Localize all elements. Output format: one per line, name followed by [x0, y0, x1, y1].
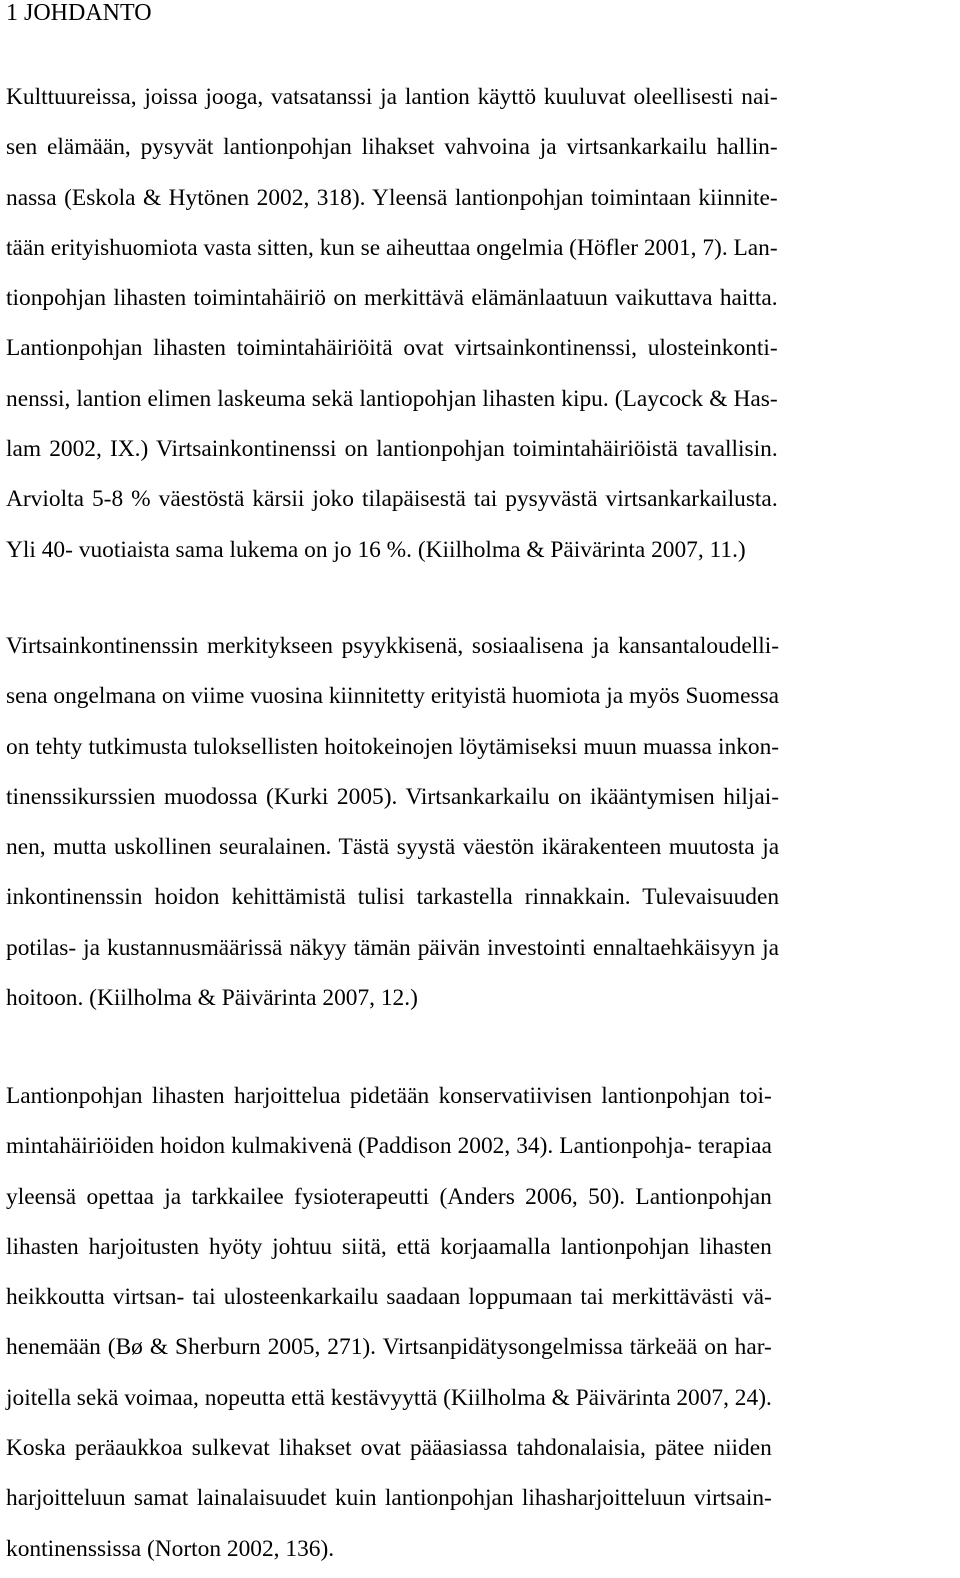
paragraph-line: tionpohjan lihasten toimintahäiriö on merkittävä elämänlaatuun vaikuttava haitta.	[6, 285, 778, 312]
paragraph-line: Lantionpohjan lihasten harjoittelua pidetään konservatiivisen lantionpohjan toi-	[6, 1083, 772, 1109]
paragraph-line: Lantionpohjan lihasten toimintahäiriöitä ovat virtsainkontinenssi, ulosteinkonti-	[6, 335, 778, 362]
paragraph-line: sena ongelmana on viime vuosina kiinnitetty erityistä huomiota ja myös Suomessa	[6, 683, 780, 710]
section-heading: 1 JOHDANTO	[6, 0, 152, 26]
paragraph-line: heikkoutta virtsan- tai ulosteenkarkailu saadaan loppumaan tai merkittävästi vä-	[6, 1284, 772, 1311]
paragraph-line: Kulttuureissa, joissa jooga, vatsatanssi ja lantion käyttö kuuluvat oleellisesti nai-	[6, 84, 778, 110]
paragraph-line: sen elämään, pysyvät lantionpohjan lihakset vahvoina ja virtsankarkailu hallin-	[6, 134, 778, 161]
paragraph-line: tään erityishuomiota vasta sitten, kun se aiheuttaa ongelmia (Höfler 2001, 7). Lan-	[6, 234, 778, 261]
paragraph-line: lam 2002, IX.) Virtsainkontinenssi on lantionpohjan toimintahäiriöistä tavallisin.	[6, 436, 778, 463]
paragraph-line: joitella sekä voimaa, nopeutta että kestävyyttä (Kiilholma & Päivärinta 2007, 24).	[6, 1384, 772, 1411]
paragraph-line: mintahäiriöiden hoidon kulmakivenä (Paddison 2002, 34). Lantionpohja- terapiaa	[6, 1133, 772, 1160]
paragraph-line: yleensä opettaa ja tarkkailee fysioterapeutti (Anders 2006, 50). Lantionpohjan	[6, 1183, 772, 1210]
paragraph-line: Arviolta 5-8 % väestöstä kärsii joko tilapäisestä tai pysyvästä virtsankarkailusta.	[6, 486, 778, 513]
paragraph-line: potilas- ja kustannusmäärissä näkyy tämän päivän investointi ennaltaehkäisyyn ja	[6, 934, 780, 961]
paragraph-line: kontinenssissa (Norton 2002, 136).	[6, 1535, 335, 1562]
paragraph-line: tinenssikurssien muodossa (Kurki 2005). Virtsankarkailu on ikääntymisen hiljai-	[6, 783, 780, 810]
paragraph-line: Koska peräaukkoa sulkevat lihakset ovat pääasiassa tahdonalaisia, pätee niiden	[6, 1435, 772, 1462]
paragraph-line: henemään (Bø & Sherburn 2005, 271). Virtsanpidätysongelmissa tärkeää on har-	[6, 1334, 772, 1361]
paragraph-line: on tehty tutkimusta tuloksellisten hoitokeinojen löytämiseksi muun muassa inkon-	[6, 733, 780, 760]
paragraph-line: lihasten harjoitusten hyöty johtuu siitä, että korjaamalla lantionpohjan lihasten	[6, 1233, 772, 1260]
paragraph-line: Yli 40- vuotiaista sama lukema on jo 16 %. (Kiilholma & Päivärinta 2007, 11.)	[6, 536, 746, 563]
paragraph-line: harjoitteluun samat lainalaisuudet kuin lantionpohjan lihasharjoitteluun virtsain-	[6, 1485, 772, 1512]
paragraph-line: nenssi, lantion elimen laskeuma sekä lantiopohjan lihasten kipu. (Laycock & Has-	[6, 385, 778, 412]
paragraph-line: Virtsainkontinenssin merkitykseen psyykkisenä, sosiaalisena ja kansantaloudelli-	[6, 633, 780, 659]
paragraph-line: nen, mutta uskollinen seuralainen. Tästä syystä väestön ikärakenteen muutosta ja	[6, 834, 780, 861]
paragraph-1	[6, 72, 778, 575]
paragraph-line: inkontinenssin hoidon kehittämistä tulisi tarkastella rinnakkain. Tulevaisuuden	[6, 884, 780, 911]
paragraph-line: hoitoon. (Kiilholma & Päivärinta 2007, 12.)	[6, 985, 418, 1012]
paragraph-line: nassa (Eskola & Hytönen 2002, 318). Yleensä lantionpohjan toimintaan kiinnite-	[6, 184, 778, 211]
paragraph-2	[6, 621, 779, 1023]
paragraph-3	[6, 1071, 772, 1574]
